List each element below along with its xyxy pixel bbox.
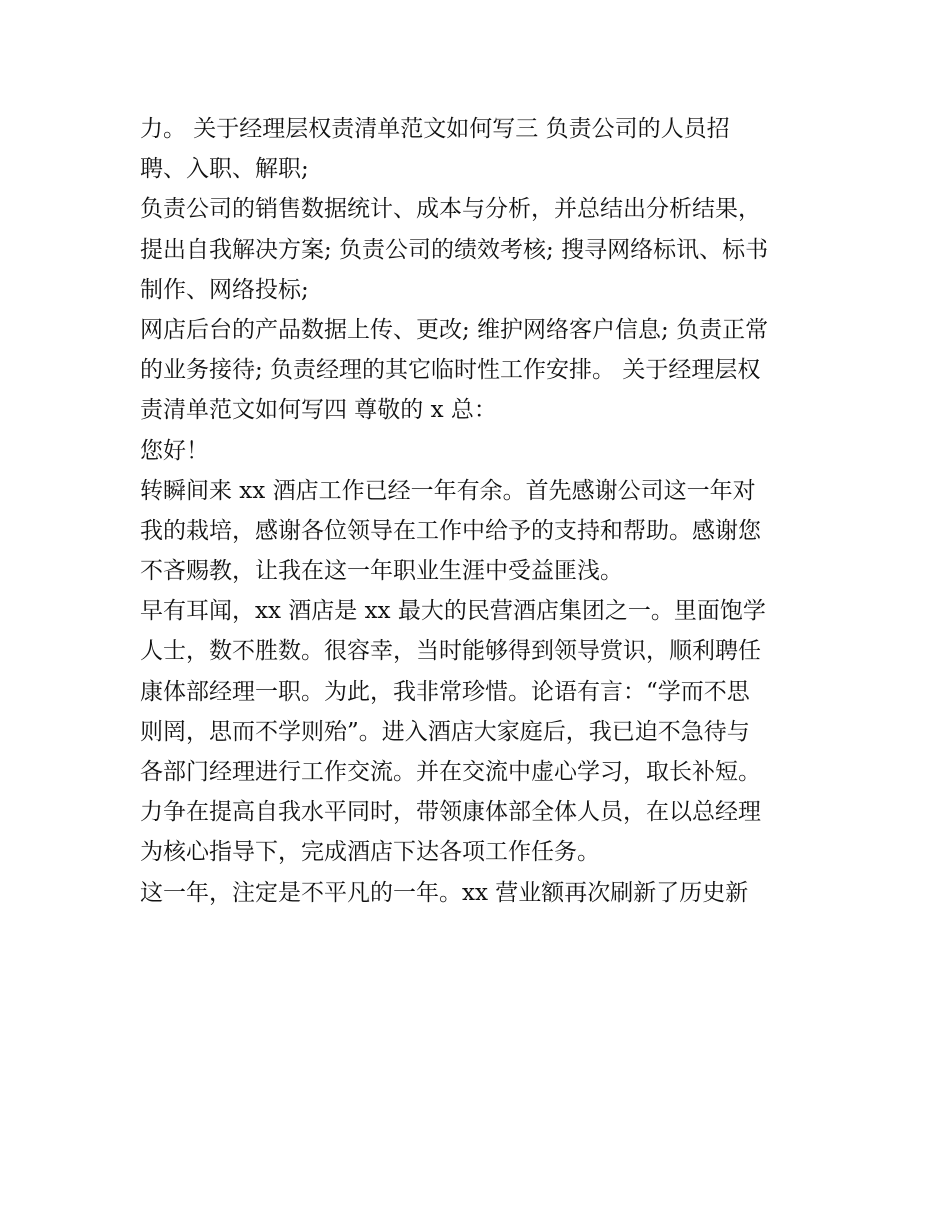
text-line: 制作、网络投标; xyxy=(140,276,309,303)
text-line: 责清单范文如何写四 尊敬的 x 总： xyxy=(140,397,497,424)
text-line: 各部门经理进行工作交流。并在交流中虚心学习，取长补短。 xyxy=(140,759,761,785)
text-line: 不吝赐教，让我在这一年职业生涯中受益匪浅。 xyxy=(140,558,623,585)
text-line: 早有耳闻，xx 酒店是 xx 最大的民营酒店集团之一。里面饱学 xyxy=(140,598,766,625)
text-line: 转瞬间来 xx 酒店工作已经一年有余。首先感谢公司这一年对 xyxy=(140,477,756,504)
text-line: 的业务接待; 负责经理的其它临时性工作安排。 关于经理层权 xyxy=(140,357,761,384)
text-line: 网店后台的产品数据上传、更改; 维护网络客户信息; 负责正常 xyxy=(140,316,769,343)
text-line: 我的栽培，感谢各位领导在工作中给予的支持和帮助。感谢您 xyxy=(140,517,761,544)
text-line: 力。 关于经理层权责清单范文如何写三 负责公司的人员招 xyxy=(140,116,730,142)
text-line: 您好！ xyxy=(140,437,209,464)
text-line: 为核心指导下，完成酒店下达各项工作任务。 xyxy=(140,839,600,866)
text-line: 则罔，思而不学则殆”。进入酒店大家庭后，我已迫不急待与 xyxy=(140,718,750,745)
document-body xyxy=(140,109,820,913)
text-line: 聘、入职、解职; xyxy=(140,156,309,183)
text-line: 负责公司的销售数据统计、成本与分析，并总结出分析结果， xyxy=(140,196,761,223)
text-line: 提出自我解决方案; 负责公司的绩效考核; 搜寻网络标讯、标书 xyxy=(140,236,769,263)
text-line: 力争在提高自我水平同时，带领康体部全体人员，在以总经理 xyxy=(140,799,761,826)
text-line: 康体部经理一职。为此，我非常珍惜。论语有言：“学而不思 xyxy=(140,678,750,705)
text-line: 人士，数不胜数。很容幸，当时能够得到领导赏识，顺利聘任 xyxy=(140,638,761,665)
text-line: 这一年，注定是不平凡的一年。xx 营业额再次刷新了历史新 xyxy=(140,879,749,906)
